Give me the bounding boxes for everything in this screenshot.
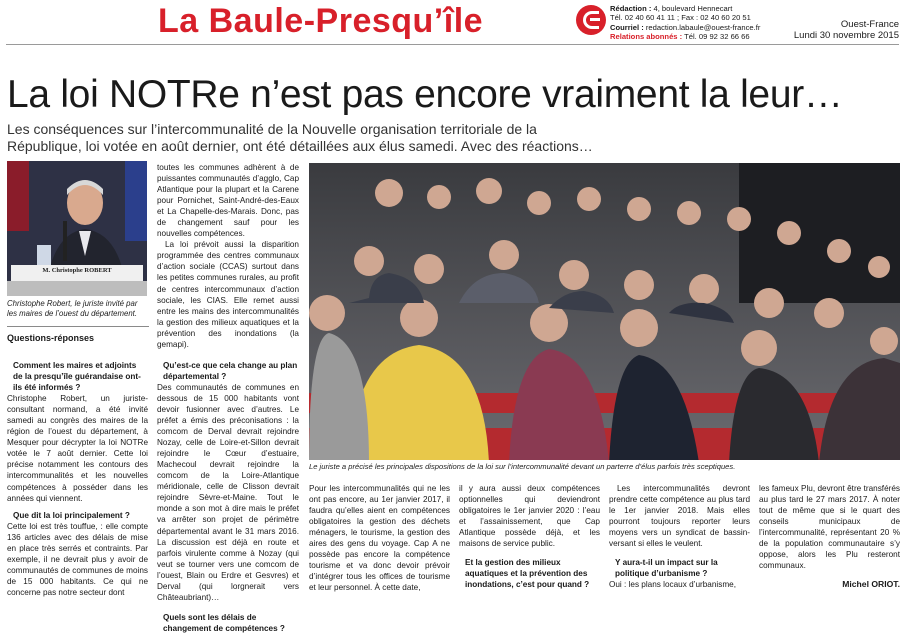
question: Quels sont les délais de changement de compétences ? [163, 612, 285, 633]
question: Que dit la loi principalement ? [13, 510, 130, 520]
paragraph: Oui : les plans locaux d’urbanisme, [609, 580, 736, 590]
column-4 [459, 483, 600, 590]
speaker-photo-caption: Christophe Robert, le juriste invité par les maires de l’ouest du département. [7, 299, 138, 319]
audience-photo [309, 163, 900, 460]
question: Y aura-t-il un impact sur la politique d’urbanisme ? [615, 558, 718, 579]
paragraph: La loi prévoit aussi la disparition programmée des centres communaux d’action sociale (CCAS) surtout dans les petites communes rurales, au profit de centres intercommunaux d’action sociale, les CIAS. Elle remet aussi entre les mains des intercommunalités la gestion des milieux aquatiques et la prévention des inondations (la gemapi). [157, 240, 299, 349]
masthead-rule [6, 44, 899, 45]
paragraph: les fameux Plu, devront être transférés au plus tard le 27 mars 2017. À noter tout de même que si le quart des conseils municipaux de l’intercommunalité, représentant 20 % de la population communautaire s’y oppose, alors les Plu resteront communaux. [759, 484, 900, 571]
question: Qu’est-ce que cela change au plan départemental ? [163, 360, 298, 381]
author-signature: Michel ORIOT. [842, 579, 900, 590]
speaker-photo [7, 161, 147, 296]
newspaper-section-title: La Baule-Presqu’île [158, 2, 484, 40]
column-1 [7, 360, 148, 598]
ouest-france-logo-icon [576, 5, 606, 35]
section-rule [7, 326, 149, 327]
question: Comment les maires et adjoints de la presqu’île guérandaise ont-ils été informés ? [13, 361, 141, 393]
paragraph: Christophe Robert, un juriste-consultant normand, a été invité samedi au congrès des maires de la région de l’ouest du département, à Mesquer pour décrypter la loi NOTRe votée le 7 août dernier. Cette loi précise notamment les contours des intercommunalités et les nouvelles compétences à posséder dans les années qui viennent. [7, 394, 148, 503]
paragraph: il y aura aussi deux compétences optionnelles qui deviendront obligatoires le 1er janvier 2020 : l’eau et l’assainissement, que Cap Atlantique possède déjà, et les maisons de service public. [459, 484, 600, 549]
section-label: Questions-réponses [7, 333, 95, 343]
column-3 [309, 483, 450, 593]
column-2 [157, 162, 299, 634]
edition-name: Ouest-France [840, 19, 899, 30]
paragraph: Des communautés de communes en dessous de 15 000 habitants vont devoir fusionner avec d’autres. Le préfet a émis des préconisations : la comcom de Derval devrait rejoindre Nozay, celle de Loire-et-Sillon devrait rejoindre le Cœur d’estuaire, Machecoul devrait rejoindre la comcom de la Loire-Atlantique méridionale, celle de Clisson devrait rejoindre Sèvre-et-Maine. Tout le monde a son mot à dire mais le préfet va arrêter son projet de périmètre départemental avant le 31 mars 2016. La discussion est déjà en route et parfois virulente comme à Nozay (qui veut se tourner vers une comcom de l’ouest, Blain ou Erdre et Gesvres) et Derval (qui lorgnerait vers Châteaubriant)… [157, 382, 299, 602]
article-headline: La loi NOTRe n’est pas encore vraiment la leur… [7, 73, 843, 116]
contact-block: Rédaction : 4, boulevard Hennecart Tél. 02 40 60 41 11 ; Fax : 02 40 60 20 51 Courriel : redaction.labaule@ouest-france.fr Relations abonnés : Tél. 09 92 32 66 66 [610, 4, 761, 41]
nameplate: M. Christophe ROBERT [42, 267, 112, 274]
column-5 [609, 483, 750, 590]
edition-date: Lundi 30 novembre 2015 [793, 30, 899, 41]
paragraph: toutes les communes adhèrent à de puissantes communautés d’agglo, Cap Atlantique pour la plupart et la Carene pour Pornichet, Saint-André-des-Eaux et La Chapelle-des-Marais. Donc, pas de changement sauf pour les nouvelles compétences. [157, 163, 299, 239]
audience-photo-caption: Le juriste a précisé les principales dispositions de la loi sur l’intercommunalité devant un parterre d’élus parfois très sceptiques. [309, 462, 736, 471]
edition-info [794, 19, 899, 41]
article-standfirst: Les conséquences sur l’intercommunalité de la Nouvelle organisation territoriale de la République, loi votée en août dernier, ont été détaillées aux élus samedi. Avec des réactions… [7, 121, 593, 154]
paragraph: Cette loi est très touffue, : elle compte 136 articles avec des délais de mise en place très serrés et contraints. Par exemple, il ne devrait plus y avoir de communautés de communes de moins de 15 000 habitants. Ce qui ne concerne pas notre secteur dont [7, 521, 148, 597]
column-6 [759, 483, 900, 590]
paragraph: Pour les intercommunalités qui ne les ont pas encore, au 1er janvier 2017, il faudra qu’elles aient en compétences obligatoires la gestion des déchets ménagers, le tourisme, la gestion des aires des gens du voyage. Cap A ne possède pas encore la compétence tourisme et va donc devoir prévoir d’intégrer tous les offices de tourisme et leur personnel. À cette date, [309, 484, 450, 593]
question: Et la gestion des milieux aquatiques et la prévention des inondations, c’est pour quand ? [465, 558, 590, 590]
paragraph: Les intercommunalités devront prendre cette compétence au plus tard le 1er janvier 2018. Mais elles pourront toujours reporter leurs moyens vers un syndicat de bassin-versant si elles le veulent. [609, 484, 750, 549]
